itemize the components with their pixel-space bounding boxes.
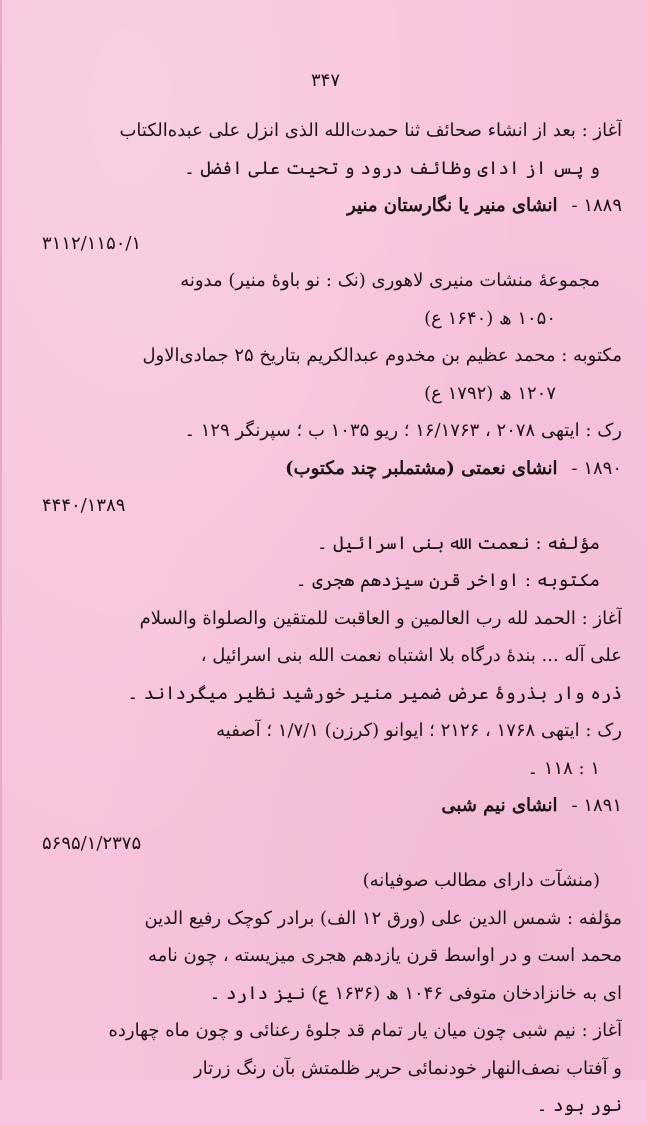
author-line: مؤلفه : شمس الدین علی (ورق ۱۲ الف) برادر کوچک رفیع الدین (144, 907, 622, 929)
maktuba-line: ۱۲۰۷ ھ (۱۷۹۲ ع) (424, 382, 556, 404)
entry-title: انشای منیر یا نگارستان منیر (347, 195, 558, 216)
catalog-body (42, 112, 622, 1125)
author-line: مؤلفه : نعمت الله بنی اسرائیل ۔ (317, 532, 600, 554)
shelf-reference: ۳۱۱۲/۱۱۵۰/۱ (42, 232, 142, 254)
aghaz-line: نور بود ۔ (536, 1095, 622, 1116)
entry-heading-1890 (42, 450, 622, 488)
shelf-reference: ۴۴۴۰/۱۳۸۹ (42, 495, 126, 516)
entry-number: ۱۸۸۹ - (571, 195, 622, 216)
page-number: ۳۴۷ (310, 70, 340, 91)
description-line: مجموعهٔ منشات منیری لاهوری (نک : نو باوهٔ منیر) مدونه (180, 270, 600, 291)
entry-title: انشای نعمتی (مشتملبر چند مکتوب) (285, 457, 558, 479)
entry-heading-1891 (42, 787, 622, 825)
aghaz-line: و آفتاب نصف‌النهار خودنمائی حریر ظلمتش بآن رنگ زرتار (193, 1057, 622, 1079)
entry-number: ۱۸۹۱ - (571, 795, 622, 816)
entry-number: ۱۸۹۰ - (571, 457, 622, 479)
shelf-reference: ۵۶۹۵/۱/۲۳۷۵ (42, 832, 142, 854)
aghaz-line: آغاز : الحمد لله رب العالمین و العاقبت للمتقین والصلواة والسلام (139, 607, 622, 629)
reference-line: رک : ایتهی ۲۰۷۸ ، ۱۶/۱۷۶۳ ؛ ریو ۱۰۳۵ ب ؛ سپرنگر ۱۲۹ ۔ (184, 420, 622, 441)
description-line: (منشآت دارای مطالب صوفیانه) (362, 870, 600, 891)
maktuba-line: مکتوبه : محمد عظیم بن مخدوم عبدالکریم بتاریخ ۲۵ جمادی‌الاول (142, 345, 622, 366)
description-line: ۱۰۵۰ ھ (۱۶۴۰ ع) (424, 307, 556, 329)
aghaz-line: آغاز : نیم شبی چون میان یار تمام قد جلوهٔ رعنائی و چون ماه چهارده (108, 1020, 622, 1041)
aghaz-line: و پس از ادای وظائف درود و تحیت علی افضل ۔ (184, 157, 600, 179)
author-line: محمد است و در اواسط قرن یازدهم هجری میزیسته ، چون نامه (147, 945, 622, 966)
maktuba-line: مکتوبه : اواخر قرن سیزدهم هجری ۔ (295, 570, 600, 591)
reference-line: ۱ : ۱۱۸ ۔ (527, 757, 600, 779)
entry-title: انشای نیم شبی (441, 795, 558, 816)
reference-line: رک : ایتهی ۱۷۶۸ ، ۲۱۲۶ ؛ ایوانو (کرزن) ۱/۷/۱ ؛ آصفیه (216, 720, 622, 741)
aghaz-line: ذره وار بذروهٔ عرض ضمیر منیر خورشید نظیر میگرداند ۔ (127, 682, 622, 704)
entry-heading-1889 (42, 187, 622, 225)
author-line: ای به خانزادخان متوفی ۱۰۴۶ ھ (۱۶۳۶ ع) نیز دارد ۔ (209, 982, 622, 1004)
aghaz-line: علی آله ... بندهٔ درگاه بلا اشتباه نعمت الله بنی اسرائیل ، (200, 645, 622, 666)
aghaz-line: آغاز : بعد از انشاء صحائف ثنا حمدت‌الله الذی انزل علی عبده‌الکتاب (119, 120, 622, 141)
